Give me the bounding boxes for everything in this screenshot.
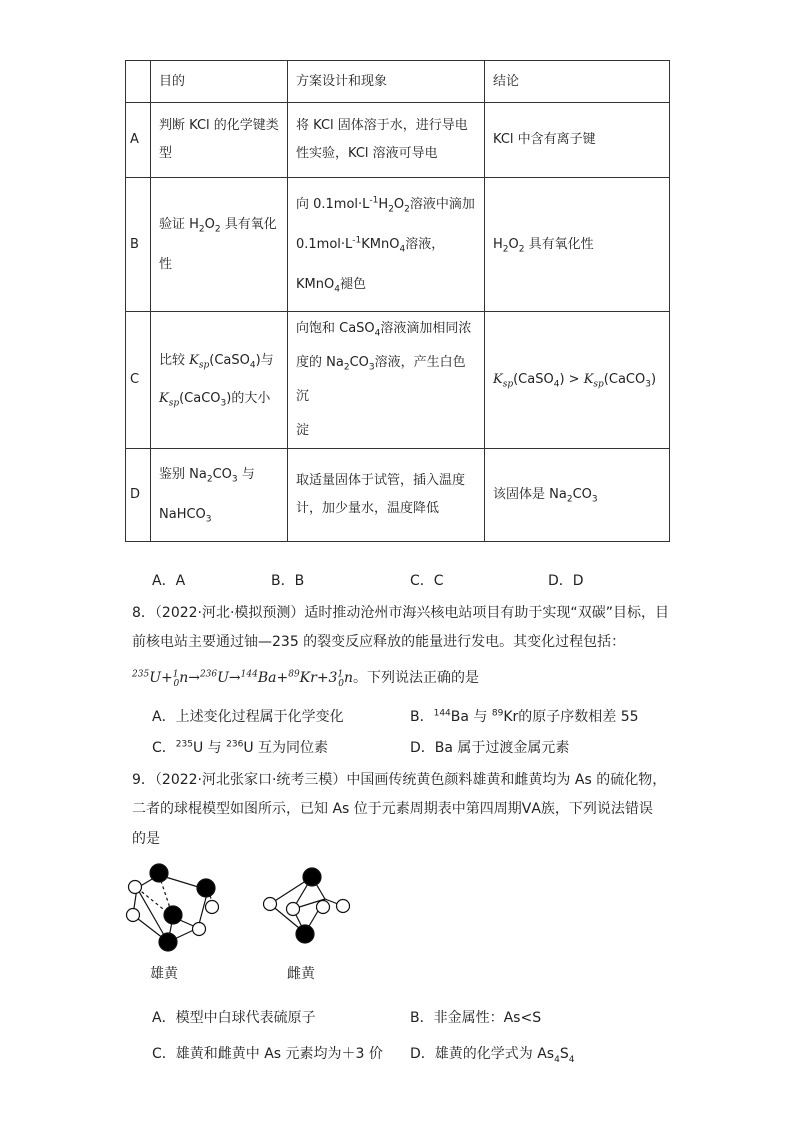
plan-cell: 将 KCl 固体溶于水，进行导电性实验，KCl 溶液可导电 [288,103,485,178]
experiment-table [125,60,670,542]
table-row [126,103,670,178]
header-cell: 结论 [485,61,670,103]
q7-option-c[interactable]: C．C [410,573,444,589]
s-atom [287,903,300,916]
conclusion-cell: $K_{sp}(CaSO_4)$ > $K_{sp}(CaCO_3)$ [485,312,670,449]
as-atom [303,868,321,886]
plan-cell: 向饱和 CaSO$_4$溶液滴加相同浓 度的 $Na_2CO_3$溶液，产生白色沉 淀 [288,312,485,449]
conclusion-cell: 该固体是 $Na_2CO_3$ [485,449,670,542]
q7-option-b[interactable]: B．B [271,573,305,589]
s-atom [337,900,350,913]
header-cell: 目的 [151,61,288,103]
realgar-label: 雄黄 [150,966,178,982]
as-atom [150,864,168,882]
row-label: B [126,178,151,312]
q7-option-d[interactable]: D．D [548,573,584,589]
s-atom [317,901,330,914]
row-label: A [126,103,151,178]
as-atom [159,933,177,951]
q9-option-b[interactable]: B．非金属性：As<S [410,1010,542,1026]
table-row [126,449,670,542]
q8-stem-line1: 8．（2022·河北·模拟预测）适时推动沧州市海兴核电站项目有助于实现“双碳”目标，目 [132,605,669,621]
table-header-row [126,61,670,103]
q8-option-d[interactable]: D．Ba 属于过渡金属元素 [410,740,570,756]
table-row [126,312,670,449]
purpose-cell: 验证 $H_2O_2$ 具有氧化性 [151,178,288,312]
q8-option-c[interactable]: C．$^{235}$U 与 $^{236}$U 互为同位素 [152,739,329,756]
s-atom [127,909,140,922]
purpose-cell: 判断 KCl 的化学键类型 [151,103,288,178]
s-atom [206,901,219,914]
q8-equation: $^{235}U+^1_0n\to^{236}U\to^{144}Ba+^{89}Kr+3^1_0n$。下列说法正确的是 [132,669,479,689]
as-atom [197,879,215,897]
realgar-model [127,864,219,951]
molecule-models [125,855,355,955]
row-label: C [126,312,151,449]
as-atom [296,925,314,943]
s-atom [193,923,206,936]
q9-option-a[interactable]: A．模型中白球代表硫原子 [152,1010,316,1026]
orpiment-model [264,868,350,943]
conclusion-cell: KCl 中含有离子键 [485,103,670,178]
conclusion-cell: $H_2O_2$ 具有氧化性 [485,178,670,312]
plan-cell: 向 $0.1mol\cdot L^{-1}H_2O_2$溶液中滴加 $0.1mol\cdot L^{-1}KMnO_4$溶液， KMnO$_4$褪色 [288,178,485,312]
q9-stem-line2: 二者的球棍模型如图所示，已知 As 位于元素周期表中第四周期ⅤA族，下列说法错误 [132,801,653,817]
q7-option-a[interactable]: A．A [152,573,186,589]
purpose-cell: 比较 $K_{sp}(CaSO_4)$与 $K_{sp}(CaCO_3)$的大小 [151,312,288,449]
header-cell [126,61,151,103]
s-atom [129,881,142,894]
q8-option-b[interactable]: B．$^{144}$Ba 与 $^{89}$Kr的原子序数相差 55 [410,708,639,725]
q9-stem-line1: 9．（2022·河北张家口·统考三模）中国画传统黄色颜料雄黄和雌黄均为 As 的硫化物， [132,772,667,788]
s-atom [264,898,277,911]
table-row [126,178,670,312]
q8-stem-line2: 前核电站主要通过铀—235 的裂变反应释放的能量进行发电。其变化过程包括： [132,634,626,650]
row-label: D [126,449,151,542]
plan-cell: 取适量固体于试管，插入温度计，加少量水，温度降低 [288,449,485,542]
header-cell: 方案设计和现象 [288,61,485,103]
purpose-cell: 鉴别 $Na_2CO_3$ 与 NaHCO$_3$ [151,449,288,542]
q8-option-a[interactable]: A．上述变化过程属于化学变化 [152,709,344,725]
as-atom [164,906,182,924]
q9-option-c[interactable]: C．雄黄和雌黄中 As 元素均为＋3 价 [152,1046,383,1062]
orpiment-label: 雌黄 [287,966,315,982]
q9-stem-line3: 的是 [132,831,160,847]
q9-option-d[interactable]: D．雄黄的化学式为 $As_4S_4$ [410,1046,575,1065]
